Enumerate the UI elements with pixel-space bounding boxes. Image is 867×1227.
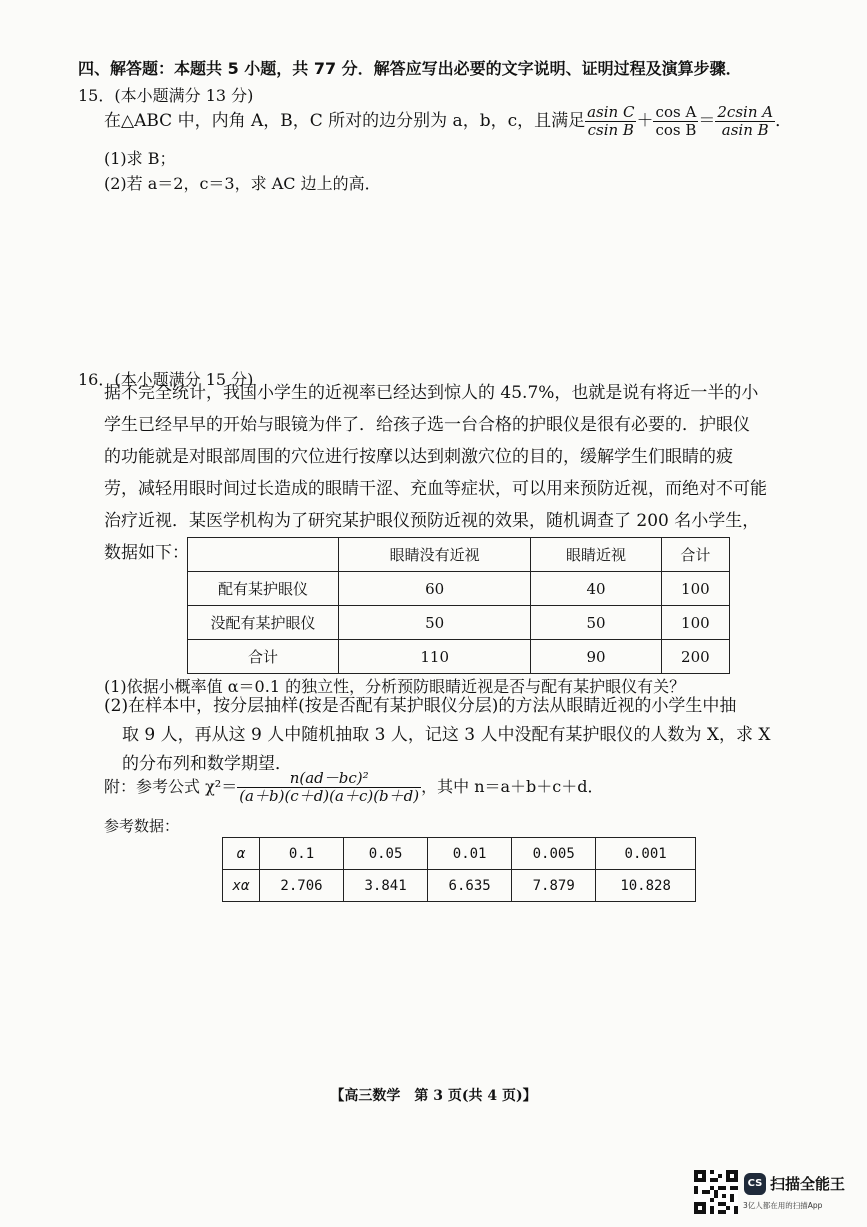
q15-part1: (1)求 B； [104,149,176,168]
table-cell: 3.841 [344,870,428,902]
q16-part2-line: 的分布列和数学期望． [122,754,292,774]
table-cell: 10.828 [596,870,696,902]
table-cell: 配有某护眼仪 [188,572,339,606]
table-cell: xα [223,870,260,902]
table-cell: 40 [531,572,661,606]
q15-f1-den: csin B [587,121,634,139]
q15-f2-den: cos B [655,121,697,139]
q15-f1-num: asin C [587,103,635,121]
reference-data-label: 参考数据： [104,817,180,835]
qr-code-icon [694,1170,738,1214]
q15-f3-num: 2csin A [717,103,774,121]
table-row [223,870,696,902]
table-cell: 没配有某护眼仪 [188,606,339,640]
q16-stem-line: 劳，减轻用眼时间过长造成的眼睛干涩、充血等症状，可以用来预防近视，而绝对不可能 [104,479,767,499]
table-cell: 2.706 [259,870,343,902]
q15-f2-num: cos A [653,104,698,122]
table-cell: 7.879 [512,870,596,902]
q16-stem-line: 治疗近视．某医学机构为了研究某护眼仪预防近视的效果，随机调查了 200 名小学生， [104,511,760,531]
q16-part2-line: 取 9 人，再从这 9 人中随机抽取 3 人，记这 3 人中没配有某护眼仪的人数为 X，求 X [122,725,771,745]
scanner-slogan: 3亿人都在用的扫描App [743,1201,823,1210]
formula-prefix: 附：参考公式 χ²＝ [104,777,238,796]
table-row [188,640,730,674]
table-cell [188,538,339,572]
chi-square-fraction [237,770,421,805]
q15-fraction-1 [585,104,636,139]
q16-stem-line: 据不完全统计，我国小学生的近视率已经达到惊人的 45.7%，也就是说有将近一半的小 [104,383,759,403]
q16-part2 [104,692,771,779]
table-row [223,838,696,870]
q15-stem-end: ． [775,111,793,131]
q16-stem-line: 数据如下： [104,543,189,563]
q15-part2: (2)若 a＝2，c＝3，求 AC 边上的高． [104,174,381,193]
q16-header: 16．(本小题满分 15 分) [78,370,254,389]
q15-fraction-2 [653,104,698,139]
table-cell: 0.01 [428,838,512,870]
table-cell: 0.05 [344,838,428,870]
q15-header: 15．(本小题满分 13 分) [78,86,254,105]
q15-stem-prefix: 在△ABC 中，内角 A，B，C 所对的边分别为 a，b，c，且满足 [104,111,586,131]
table-cell: 眼睛没有近视 [339,538,531,572]
formula-numerator: n(ad－bc)² [237,770,421,788]
table-cell: 6.635 [428,870,512,902]
scanner-logo: CS [744,1173,766,1195]
q15-f3-den: asin B [721,121,769,139]
table-cell: α [223,838,260,870]
table-cell: 眼睛近视 [531,538,661,572]
table-cell: 110 [339,640,531,674]
table-cell: 100 [661,606,729,640]
table-cell: 50 [531,606,661,640]
formula-denominator: (a＋b)(c＋d)(a＋c)(b＋d) [239,787,420,805]
scanner-app-name: 扫描全能王 [770,1175,846,1193]
q16-stem-line: 的功能就是对眼部周围的穴位进行按摩以达到刺激穴位的目的，缓解学生们眼睛的疲 [104,447,733,467]
section-title: 四、解答题：本题共 5 小题，共 77 分．解答应写出必要的文字说明、证明过程及演算步骤． [78,59,742,78]
q15-stem [104,104,792,139]
q15-fraction-3 [715,104,775,139]
equals-sign: ＝ [698,111,716,131]
table-header-row [188,538,730,572]
table-cell: 0.001 [596,838,696,870]
page-footer: 【高三数学 第 3 页(共 4 页)】 [330,1088,537,1104]
q16-stem-line: 学生已经早早的开始与眼镜为伴了．给孩子选一台合格的护眼仪是很有必要的．护眼仪 [104,415,750,435]
table-cell: 90 [531,640,661,674]
plus-sign: ＋ [636,111,654,131]
table-row [188,606,730,640]
q16-part1: (1)依据小概率值 α＝0.1 的独立性，分析预防眼睛近视是否与配有某护眼仪有关？ [104,677,686,696]
table-row [188,572,730,606]
contingency-table [187,537,730,674]
table-cell: 0.005 [512,838,596,870]
table-cell: 200 [661,640,729,674]
table-cell: 50 [339,606,531,640]
table-cell: 0.1 [259,838,343,870]
formula-suffix: ，其中 n＝a＋b＋c＋d． [421,777,604,796]
table-cell: 合计 [661,538,729,572]
q16-part2-line: (2)在样本中，按分层抽样(按是否配有某护眼仪分层)的方法从眼睛近视的小学生中抽 [104,696,737,716]
reference-formula [104,770,604,805]
table-cell: 100 [661,572,729,606]
critical-value-table [222,837,696,902]
table-cell: 60 [339,572,531,606]
table-cell: 合计 [188,640,339,674]
